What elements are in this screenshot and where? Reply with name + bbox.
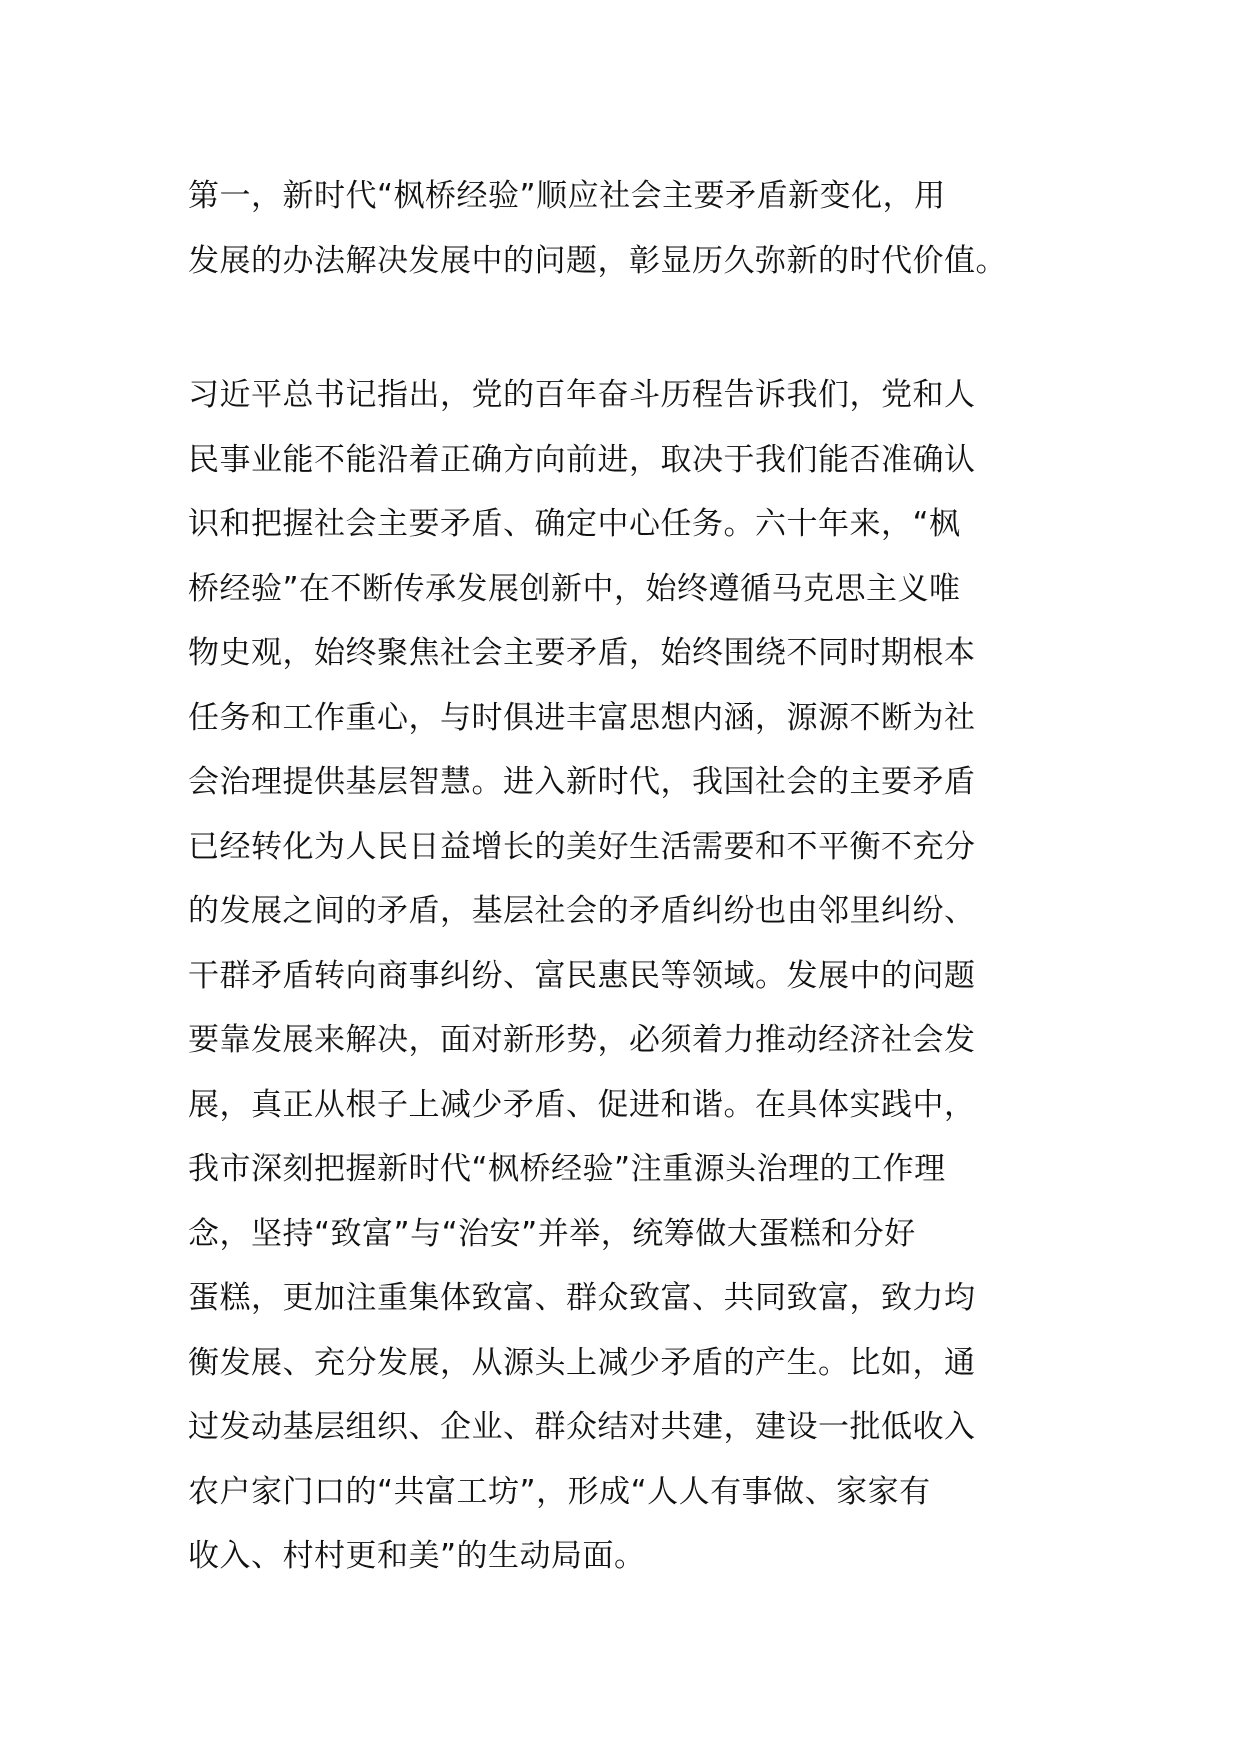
paragraph-line: 习近平总书记指出，党的百年奋斗历程告诉我们，党和人 bbox=[188, 377, 976, 413]
heading-line: 发展的办法解决发展中的问题，彰显历久弥新的时代价值。 bbox=[188, 242, 1007, 279]
paragraph-line: 我市深刻把握新时代“枫桥经验”注重源头治理的工作理 bbox=[188, 1151, 946, 1187]
paragraph-line: 的发展之间的矛盾，基层社会的矛盾纠纷也由邻里纠纷、 bbox=[188, 893, 976, 929]
paragraph-line: 干群矛盾转向商事纠纷、富民惠民等领域。发展中的问题 bbox=[188, 957, 976, 994]
paragraph-line: 衡发展、充分发展，从源头上减少矛盾的产生。比如，通 bbox=[188, 1344, 976, 1381]
paragraph-line: 民事业能不能沿着正确方向前进，取决于我们能否准确认 bbox=[188, 441, 976, 478]
paragraph-line: 已经转化为人民日益增长的美好生活需要和不平衡不充分 bbox=[188, 828, 976, 865]
paragraph-line: 会治理提供基层智慧。进入新时代，我国社会的主要矛盾 bbox=[188, 764, 976, 800]
heading-line: 第一，新时代“枫桥经验”顺应社会主要矛盾新变化，用 bbox=[188, 178, 946, 214]
paragraph-line: 收入、村村更和美”的生动局面。 bbox=[188, 1538, 646, 1574]
paragraph-line: 识和把握社会主要矛盾、确定中心任务。六十年来，“枫 bbox=[188, 506, 961, 542]
paragraph-line: 要靠发展来解决，面对新形势，必须着力推动经济社会发 bbox=[188, 1022, 976, 1058]
section-heading bbox=[188, 164, 1068, 293]
paragraph-line: 桥经验”在不断传承发展创新中，始终遵循马克思主义唯 bbox=[188, 570, 961, 607]
paragraph-line: 蛋糕，更加注重集体致富、群众致富、共同致富，致力均 bbox=[188, 1280, 976, 1316]
paragraph-line: 物史观，始终聚焦社会主要矛盾，始终围绕不同时期根本 bbox=[188, 635, 976, 671]
paragraph-line: 任务和工作重心，与时俱进丰富思想内涵，源源不断为社 bbox=[188, 699, 976, 736]
paragraph-line: 农户家门口的“共富工坊”，形成“人人有事做、家家有 bbox=[188, 1473, 931, 1510]
paragraph-line: 过发动基层组织、企业、群众结对共建，建设一批低收入 bbox=[188, 1409, 976, 1445]
body-paragraph bbox=[188, 363, 1068, 1589]
paragraph-line: 念，坚持“致富”与“治安”并举，统筹做大蛋糕和分好 bbox=[188, 1215, 916, 1252]
paragraph-line: 展，真正从根子上减少矛盾、促进和谐。在具体实践中， bbox=[188, 1086, 976, 1123]
